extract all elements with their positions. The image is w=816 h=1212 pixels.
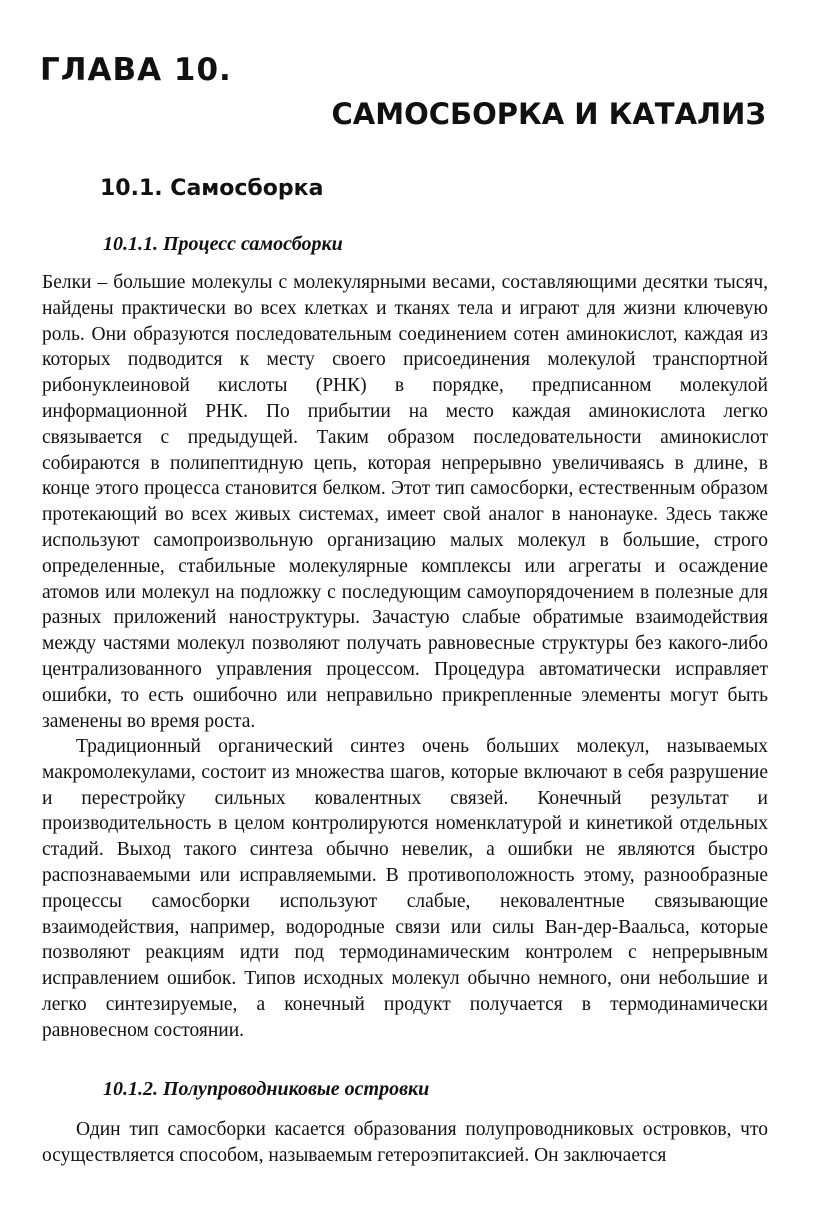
chapter-title: САМОСБОРКА И КАТАЛИЗ <box>331 97 766 131</box>
subsection-heading-semiconductor-islands: 10.1.2. Полупроводниковые островки <box>103 1078 430 1100</box>
body-paragraph: Один тип самосборки касается образования полупроводниковых островков, что осуществляется способом, называемым гетероэпитаксией. Он заключается <box>42 1119 768 1166</box>
body-paragraph: Традиционный органический синтез очень больших молекул, называемых макромолекулами, состоит из множества шагов, которые включают в себя разрушение и перестройку сильных ковалентных связей. Конечный результат и производительность в целом контролируются номенклатурой и кинетикой отдельных стадий. Выход такого синтеза обычно невелик, а ошибки не являются быстро распознаваемыми или исправляемыми. В противоположность этому, разнообразные процессы самосборки используют слабые, нековалентные связывающие взаимодействия, например, водородные связи или силы Ван-дер-Ваальса, которые позволяют реакциям идти под термодинамическим контролем с непрерывным исправлением ошибок. Типов исходных молекул обычно немного, они небольшие и легко синтезируемые, а конечный продукт получается в термодинамически равновесном состоянии. <box>42 736 768 1041</box>
body-paragraph: Белки – большие молекулы с молекулярными весами, составляющими десятки тысяч, найдены практически во всех клетках и тканях тела и играют для жизни ключевую роль. Они образуются последовательным соединением сотен аминокислот, каждая из которых подводится к месту своего присоединения молекулой транспортной рибонуклеиновой кислоты (РНК) в порядке, предписанном молекулой информационной РНК. По прибытии на место каждая аминокислота легко связывается с предыдущей. Таким образом последовательности аминокислот собираются в полипептидную цепь, которая непрерывно увеличиваясь в длине, в конце этого процесса становится белком. Этот тип самосборки, естественным образом протекающий во всех живых системах, имеет свой аналог в нанонауке. Здесь также используют самопроизвольную организацию малых молекул в большие, строго определенные, стабильные молекулярные комплексы или агрегаты и осаждение атомов или молекул на подложку с последующим самоупорядочением в полезные для разных приложений наноструктуры. Зачастую слабые обратимые взаимодействия между частями молекул позволяют получать равновесные структуры без какого-либо централизованного управления процессом. Процедура автоматически исправляет ошибки, то есть ошибочно или неправильно прикрепленные элементы могут быть заменены во время роста. <box>42 272 768 732</box>
section-heading: 10.1. Самосборка <box>100 176 324 201</box>
subsection-heading-self-assembly-process: 10.1.1. Процесс самосборки <box>103 233 343 255</box>
chapter-label: ГЛАВА 10. <box>40 52 232 88</box>
